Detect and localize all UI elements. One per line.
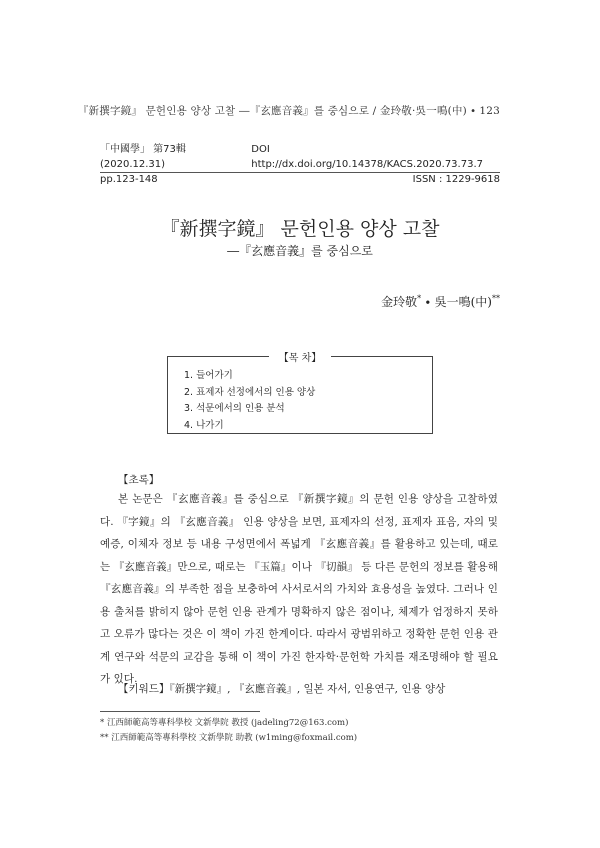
paper-subtitle: ―『玄應音義』를 중심으로: [227, 244, 373, 258]
abstract-body: 본 논문은 『玄應音義』를 중심으로 『新撰字鏡』의 문헌 인용 양상을 고찰하였다. 『字鏡』의 『玄應音義』 인용 양상을 보면, 표제자의 선정, 표제자 표음, 자의 및 예증, 이체자 정보 등 내용 구성면에서 폭넓게 『玄應音義』를 활용하고 있는데, 때로는 『玄應音義』만으로, 때로는 『玉篇』이나 『切韻』 등 다른 문헌의 정보를 활용해 『玄應音義』의 부족한 점을 보충하여 사서로서의 가치와 효용성을 높였다. 그러나 인용 출처를 밝히지 않아 문헌 인용 관계가 명확하지 않은 점이나, 체제가 엄정하지 못하고 오류가 많다는 것은 이 책이 가진 한계이다. 따라서 광범위하고 정확한 문헌 인용 관계 연구와 석문의 교감을 통해 이 책이 가진 한자학·문헌학 가치를 재조명해야 할 필요가 있다.: [100, 493, 498, 685]
page-range: pp.123-148: [100, 174, 158, 185]
toc-item: 3. 석문에서의 인용 분석: [184, 403, 285, 414]
author-1: 金玲敬: [381, 295, 418, 309]
footnote-divider: [100, 711, 260, 712]
toc-title: 【목 차】: [168, 349, 432, 364]
paper-title: 『新撰字鏡』 문헌인용 양상 고찰: [160, 218, 440, 240]
doi: DOI http://dx.doi.org/10.14378/KACS.2020.73.73.7: [251, 144, 483, 170]
footnote-1: * 江西師範高等專科學校 文新學院 教授 (jadeling72@163.com): [100, 718, 349, 728]
meta-divider: [100, 172, 500, 173]
article-meta: [100, 142, 500, 187]
toc-list: [184, 368, 315, 434]
author-2-mark: **: [492, 294, 500, 303]
toc-item: 2. 표제자 선정에서의 인용 양상: [184, 386, 316, 398]
toc-item: 4. 나가기: [184, 419, 224, 431]
toc-item: 1. 들어가기: [184, 370, 233, 381]
footnote-2: ** 江西師範高等專科學校 文新學院 助教 (w1ming@foxmail.com): [100, 733, 358, 743]
keywords: 【키워드】『新撰字鏡』, 『玄應音義』, 일본 자서, 인용연구, 인용 양상: [118, 683, 446, 695]
author-1-mark: *: [417, 294, 422, 303]
abstract-heading: 【초록】: [118, 474, 160, 486]
author-2: ∙ 吳一鳴(中): [421, 295, 492, 309]
table-of-contents: [167, 353, 433, 434]
issn: ISSN : 1229-9618: [412, 174, 500, 185]
authors: [381, 293, 500, 310]
journal-info: 「中國學」 第73輯 (2020.12.31): [100, 144, 186, 170]
running-head: 『新撰字鏡』 문헌인용 양상 고찰 ―『玄應音義』를 중심으로 / 金玲敬·吳一鳴(中) ∙ 123: [77, 105, 500, 117]
